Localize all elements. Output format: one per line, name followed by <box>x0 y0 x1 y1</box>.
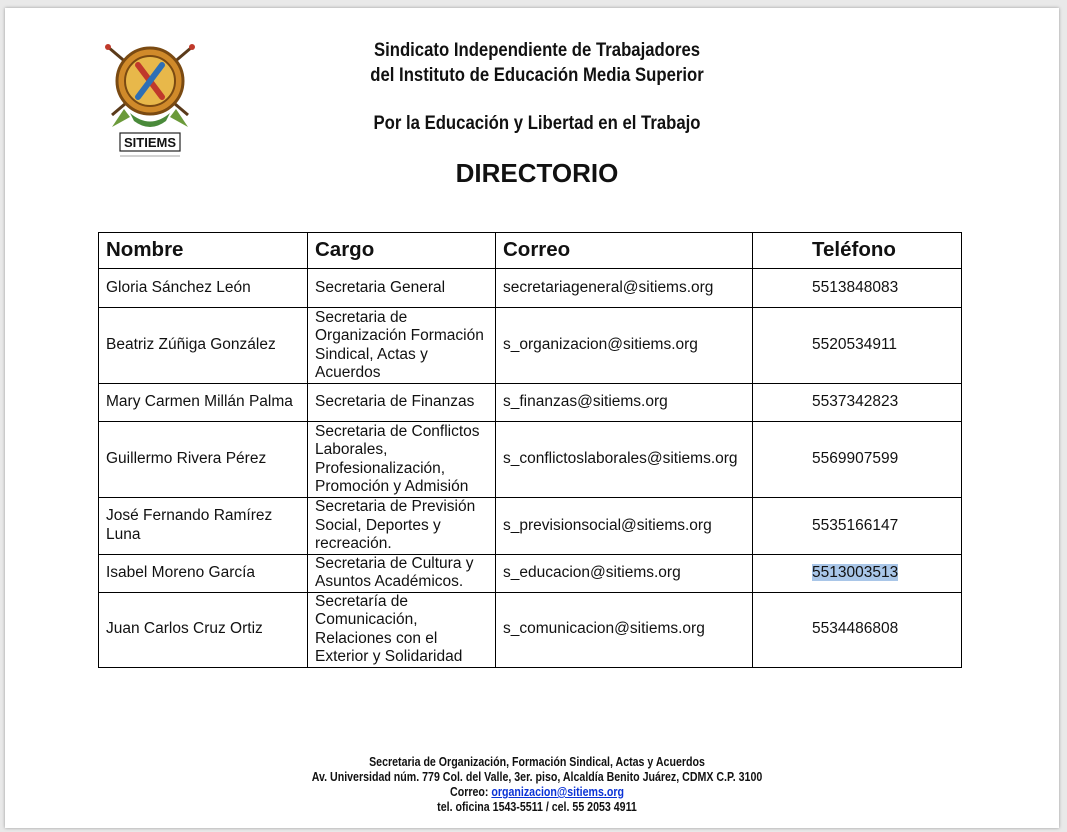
table-row <box>99 498 962 555</box>
table-row <box>99 554 962 592</box>
cell-telefono: 5520534911 <box>753 308 962 384</box>
cell-correo: secretariageneral@sitiems.org <box>496 269 753 308</box>
header-cargo: Cargo <box>308 233 496 269</box>
cell-telefono: 5513848083 <box>753 269 962 308</box>
directory-table <box>98 232 962 668</box>
cell-telefono <box>753 554 962 592</box>
cell-cargo: Secretaria General <box>308 269 496 308</box>
cell-correo: s_organizacion@sitiems.org <box>496 308 753 384</box>
footer-email-link[interactable]: organizacion@sitiems.org <box>491 785 624 799</box>
cell-nombre: Isabel Moreno García <box>99 554 308 592</box>
header-correo: Correo <box>496 233 753 269</box>
footer-email-label: Correo: <box>450 785 489 799</box>
cell-nombre: José Fernando Ramírez Luna <box>99 498 308 555</box>
cell-correo: s_conflictoslaborales@sitiems.org <box>496 422 753 498</box>
logo-text: SITIEMS <box>123 135 177 150</box>
cell-correo: s_educacion@sitiems.org <box>496 554 753 592</box>
header-telefono: Teléfono <box>753 233 962 269</box>
footer-email-line <box>89 785 985 800</box>
table-header-row <box>99 233 962 269</box>
table-row <box>99 269 962 308</box>
cell-telefono: 5569907599 <box>753 422 962 498</box>
cell-correo: s_finanzas@sitiems.org <box>496 384 753 422</box>
table-row <box>99 422 962 498</box>
header-nombre: Nombre <box>99 233 308 269</box>
org-name-line2: del Instituto de Educación Media Superior <box>370 65 704 86</box>
motto: Por la Educación y Libertad en el Trabajo <box>373 113 701 134</box>
cell-correo: s_previsionsocial@sitiems.org <box>496 498 753 555</box>
table-row <box>99 308 962 384</box>
cell-telefono: 5535166147 <box>753 498 962 555</box>
cell-telefono: 5537342823 <box>753 384 962 422</box>
cell-cargo: Secretaria de Organización Formación Sindical, Actas y Acuerdos <box>308 308 496 384</box>
table-row <box>99 592 962 667</box>
org-name <box>73 38 1001 88</box>
footer <box>89 755 985 815</box>
cell-nombre: Juan Carlos Cruz Ortiz <box>99 592 308 667</box>
cell-nombre: Guillermo Rivera Pérez <box>99 422 308 498</box>
footer-address: Av. Universidad núm. 779 Col. del Valle, 3er. piso, Alcaldía Benito Juárez, CDMX C.P. 3100 <box>311 770 763 784</box>
footer-phone: tel. oficina 1543-5511 / cel. 55 2053 4911 <box>437 800 637 814</box>
cell-cargo: Secretaria de Conflictos Laborales, Profesionalización, Promoción y Admisión <box>308 422 496 498</box>
cell-cargo: Secretaria de Finanzas <box>308 384 496 422</box>
cell-cargo: Secretaria de Previsión Social, Deportes y recreación. <box>308 498 496 555</box>
cell-nombre: Beatriz Zúñiga González <box>99 308 308 384</box>
page-title: DIRECTORIO <box>455 158 619 188</box>
document-page <box>5 8 1059 828</box>
footer-line1: Secretaria de Organización, Formación Sindical, Actas y Acuerdos <box>369 755 705 769</box>
cell-cargo: Secretaría de Comunicación, Relaciones con el Exterior y Solidaridad <box>308 592 496 667</box>
cell-telefono: 5534486808 <box>753 592 962 667</box>
cell-correo: s_comunicacion@sitiems.org <box>496 592 753 667</box>
cell-nombre: Mary Carmen Millán Palma <box>99 384 308 422</box>
org-name-line1: Sindicato Independiente de Trabajadores <box>373 40 701 61</box>
table-row <box>99 384 962 422</box>
selected-text[interactable]: 5513003513 <box>812 563 899 581</box>
cell-nombre: Gloria Sánchez León <box>99 269 308 308</box>
cell-cargo: Secretaria de Cultura y Asuntos Académicos. <box>308 554 496 592</box>
